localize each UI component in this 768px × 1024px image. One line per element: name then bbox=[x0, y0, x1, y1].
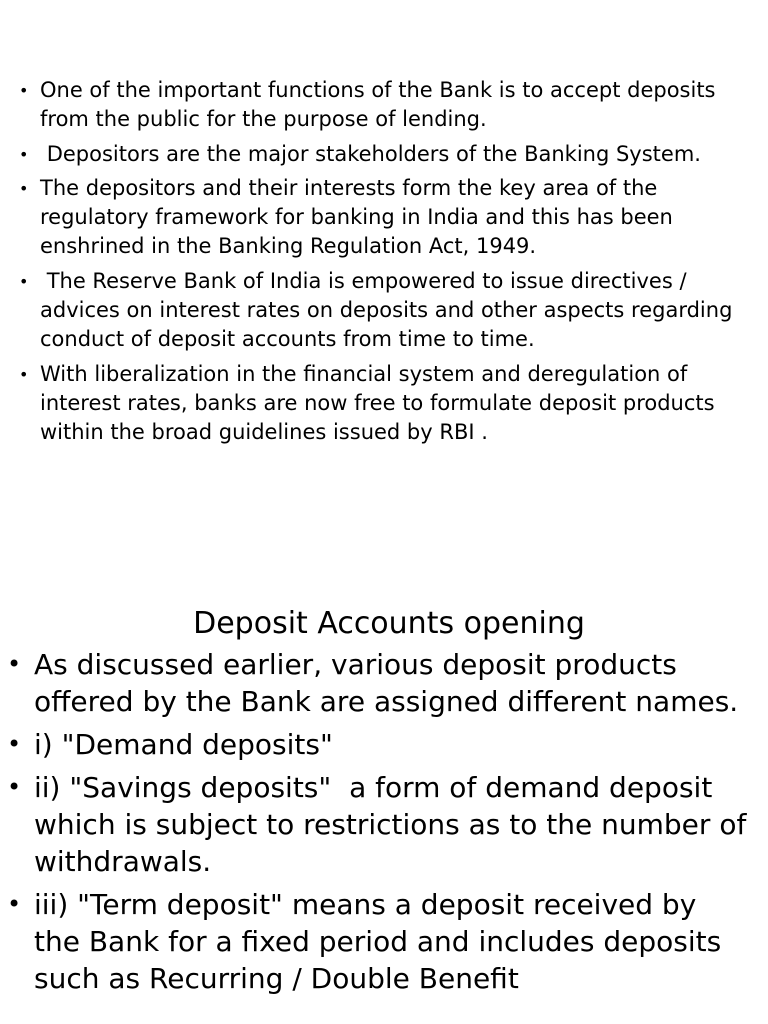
bullet-item bbox=[0, 76, 768, 135]
bullet-item bbox=[0, 886, 768, 997]
bullet-text: Depositors are the major stakeholders of the Banking System. bbox=[40, 141, 701, 166]
bullet-item bbox=[0, 726, 768, 763]
bullet-item bbox=[0, 646, 768, 720]
bullet-item bbox=[0, 174, 768, 262]
bullet-text: With liberalization in the financial system and deregulation of interest rates, banks are now free to formulate deposit products within the broad guidelines issued by RBI . bbox=[40, 361, 722, 445]
slide-1-body bbox=[0, 76, 768, 453]
bullet-text: iii) "Term deposit" means a deposit received by the Bank for a fixed period and includes deposits such as Recurring / Double Benefit bbox=[34, 888, 731, 995]
bullet-text: The depositors and their interests form the key area of the regulatory framework for banking in India and this has been enshrined in the Banking Regulation Act, 1949. bbox=[40, 175, 680, 259]
bullet-item bbox=[0, 140, 768, 169]
bullet-text: ii) "Savings deposits" a form of demand deposit which is subject to restrictions as to the number of withdrawals. bbox=[34, 771, 756, 878]
bullet-item bbox=[0, 769, 768, 880]
bullet-text: As discussed earlier, various deposit products offered by the Bank are assigned different names. bbox=[34, 648, 739, 718]
bullet-text: One of the important functions of the Bank is to accept deposits from the public for the purpose of lending. bbox=[40, 78, 723, 132]
slide-2-body bbox=[0, 604, 768, 1003]
bullet-item bbox=[0, 267, 768, 355]
slide-2-title: Deposit Accounts opening bbox=[193, 606, 585, 641]
bullet-item bbox=[0, 360, 768, 448]
bullet-text: i) "Demand deposits" bbox=[34, 728, 333, 761]
bullet-text: The Reserve Bank of India is empowered to issue directives / advices on interest rates on deposits and other aspects regarding conduct of deposit accounts from time to time. bbox=[40, 268, 740, 352]
slide-2-bullet-list bbox=[0, 646, 768, 997]
slide-1-bullet-list bbox=[0, 76, 768, 448]
